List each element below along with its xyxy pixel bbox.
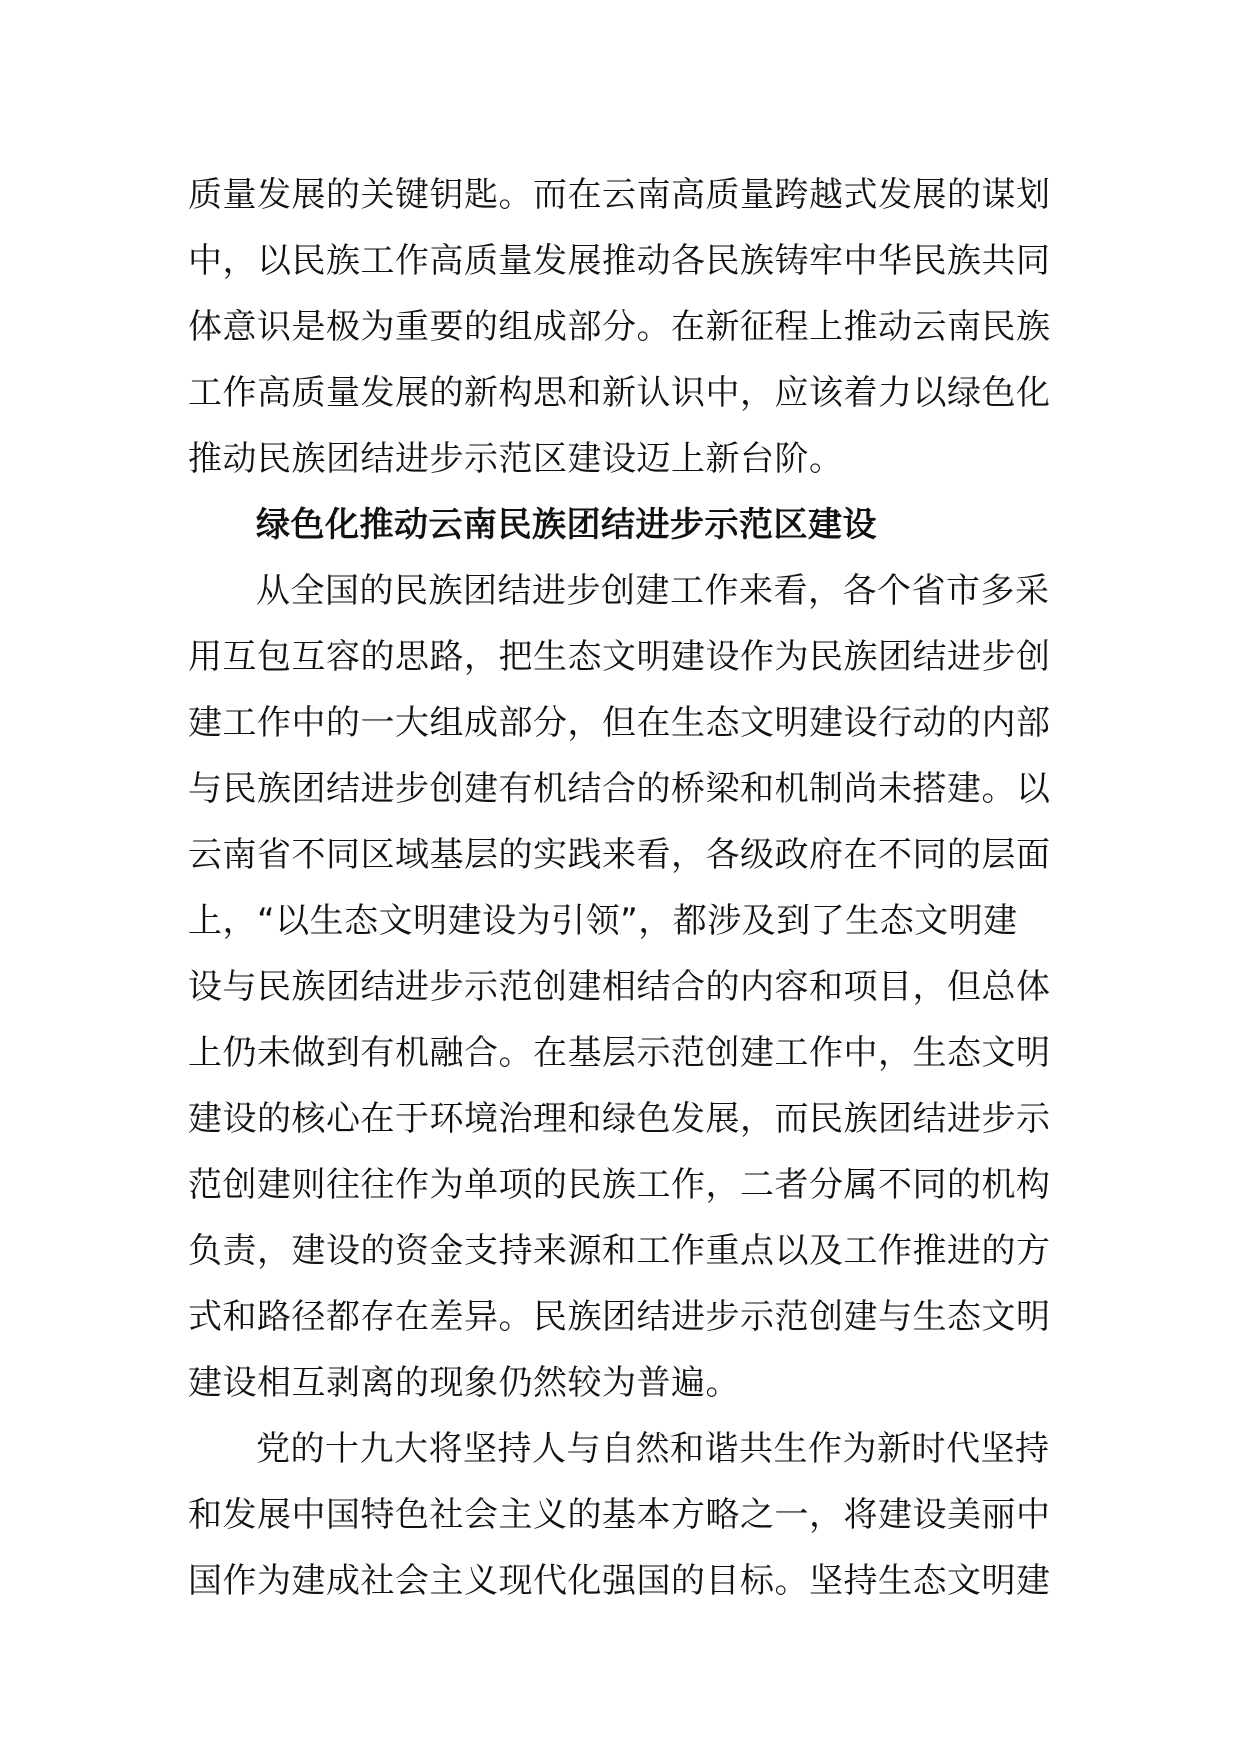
text-line-9: 建工作中的一大组成部分，但在生态文明建设行动的内部	[188, 703, 1051, 743]
text-line-18: 式和路径都存在差异。民族团结进步示范创建与生态文明	[188, 1297, 1051, 1337]
text-line-17: 负责，建设的资金支持来源和工作重点以及工作推进的方	[188, 1231, 1051, 1271]
text-line-8: 用互包互容的思路，把生态文明建设作为民族团结进步创	[188, 637, 1051, 677]
text-line-13: 设与民族团结进步示范创建相结合的内容和项目，但总体	[188, 967, 1051, 1007]
text-line-12: 上，“以生态文明建设为引领”，都涉及到了生态文明建	[188, 901, 1018, 941]
text-line-1: 质量发展的关键钥匙。而在云南高质量跨越式发展的谋划	[188, 175, 1051, 215]
text-line-3: 体意识是极为重要的组成部分。在新征程上推动云南民族	[188, 307, 1051, 347]
text-line-10: 与民族团结进步创建有机结合的桥梁和机制尚未搭建。以	[188, 769, 1051, 809]
text-line-11: 云南省不同区域基层的实践来看，各级政府在不同的层面	[188, 835, 1051, 875]
text-line-5: 推动民族团结进步示范区建设迈上新台阶。	[188, 439, 844, 479]
text-line-16: 范创建则往往作为单项的民族工作，二者分属不同的机构	[188, 1165, 1051, 1205]
section-heading: 绿色化推动云南民族团结进步示范区建设	[256, 505, 877, 545]
paragraph-3-first-line: 党的十九大将坚持人与自然和谐共生作为新时代坚持	[256, 1429, 1050, 1469]
text-line-21: 和发展中国特色社会主义的基本方略之一，将建设美丽中	[188, 1495, 1051, 1535]
text-line-2: 中，以民族工作高质量发展推动各民族铸牢中华民族共同	[188, 241, 1051, 281]
paragraph-2-first-line: 从全国的民族团结进步创建工作来看，各个省市多采	[256, 571, 1050, 611]
text-line-19: 建设相互剥离的现象仍然较为普遍。	[188, 1363, 740, 1403]
text-line-22: 国作为建成社会主义现代化强国的目标。坚持生态文明建	[188, 1561, 1051, 1601]
text-line-14: 上仍未做到有机融合。在基层示范创建工作中，生态文明	[188, 1033, 1051, 1073]
text-line-4: 工作高质量发展的新构思和新认识中，应该着力以绿色化	[188, 373, 1051, 413]
text-line-15: 建设的核心在于环境治理和绿色发展，而民族团结进步示	[188, 1099, 1051, 1139]
